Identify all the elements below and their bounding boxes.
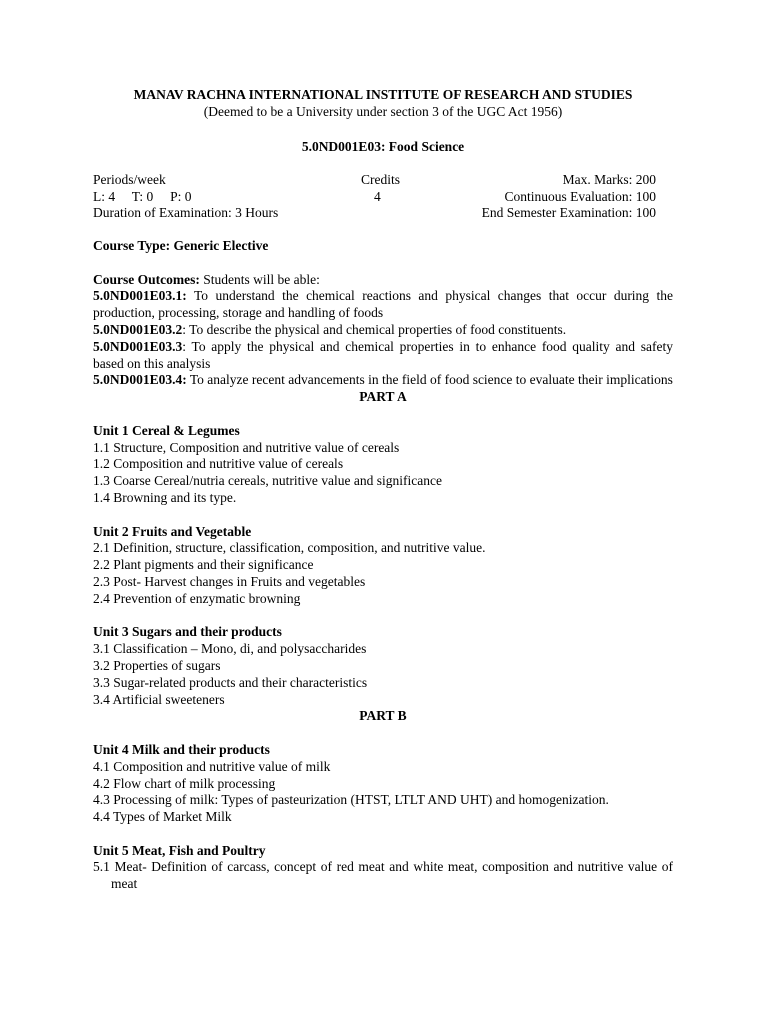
- outcome-code: 5.0ND001E03.1:: [93, 288, 187, 304]
- course-outcomes-lead: Students will be able:: [199, 271, 320, 287]
- unit-item: 3.3 Sugar-related products and their characteristics: [93, 674, 368, 690]
- unit-title: Unit 3 Sugars and their products: [93, 624, 282, 640]
- info-row: [93, 189, 656, 206]
- unit-item: 4.4 Types of Market Milk: [93, 809, 232, 825]
- continuous-evaluation: Continuous Evaluation: 100: [504, 189, 656, 204]
- outcome-text: : To describe the physical and chemical properties of food constituents.: [182, 321, 567, 337]
- unit-title: Unit 5 Meat, Fish and Poultry: [93, 842, 266, 858]
- unit-item: 5.1 Meat- Definition of carcass, concept of red meat and white meat, composition and nutritive value of meat: [93, 859, 673, 892]
- info-row: [93, 205, 656, 222]
- part-a-heading: PART A: [359, 389, 407, 405]
- unit-item: 2.1 Definition, structure, classification, composition, and nutritive value.: [93, 540, 486, 556]
- institute-name: MANAV RACHNA INTERNATIONAL INSTITUTE OF RESEARCH AND STUDIES: [133, 87, 633, 102]
- unit-item: 2.4 Prevention of enzymatic browning: [93, 590, 301, 606]
- ltp-values: L: 4 T: 0 P: 0: [93, 189, 192, 204]
- unit-item: 1.3 Coarse Cereal/nutria cereals, nutritive value and significance: [93, 473, 442, 489]
- periods-week-label: Periods/week: [93, 172, 166, 187]
- credits-label: Credits: [361, 172, 400, 187]
- outcome-text: To understand the chemical reactions and physical changes that occur during the production, processing, storage and handling of foods: [93, 288, 673, 321]
- outcome-item: [93, 372, 673, 389]
- outcome-item: [93, 339, 673, 373]
- unit-item: 4.3 Processing of milk: Types of pasteurization (HTST, LTLT AND UHT) and homogenization.: [93, 792, 609, 808]
- unit-item: 3.2 Properties of sugars: [93, 657, 221, 673]
- course-title: 5.0ND001E03: Food Science: [301, 139, 465, 154]
- end-semester-exam: End Semester Examination: 100: [481, 205, 656, 220]
- syllabus-body: [93, 238, 673, 893]
- outcome-item: [93, 288, 673, 322]
- exam-duration: Duration of Examination: 3 Hours: [93, 205, 279, 220]
- part-b-heading: PART B: [359, 708, 407, 724]
- outcome-code: 5.0ND001E03.2: [93, 321, 183, 337]
- course-outcomes-heading: Course Outcomes:: [93, 271, 200, 287]
- course-type: Course Type: Generic Elective: [93, 238, 269, 253]
- outcome-code: 5.0ND001E03.4:: [93, 372, 187, 388]
- outcome-code: 5.0ND001E03.3: [93, 338, 183, 354]
- unit-item: 2.2 Plant pigments and their significance: [93, 557, 314, 573]
- unit-item: 2.3 Post- Harvest changes in Fruits and vegetables: [93, 573, 366, 589]
- unit-item: 1.2 Composition and nutritive value of cereals: [93, 456, 344, 472]
- max-marks: Max. Marks: 200: [562, 172, 656, 187]
- course-outcomes-intro: [93, 272, 673, 289]
- credits-value: 4: [374, 189, 381, 204]
- info-row: [93, 172, 656, 189]
- unit-item: 4.2 Flow chart of milk processing: [93, 775, 276, 791]
- outcome-text: To analyze recent advancements in the field of food science to evaluate their implications: [186, 372, 673, 388]
- unit-item: 3.1 Classification – Mono, di, and polysaccharides: [93, 641, 367, 657]
- outcome-item: [93, 322, 673, 339]
- unit-title: Unit 1 Cereal & Legumes: [93, 422, 240, 438]
- unit-title: Unit 4 Milk and their products: [93, 741, 270, 757]
- unit-item: 1.1 Structure, Composition and nutritive value of cereals: [93, 439, 400, 455]
- unit-item: 3.4 Artificial sweeteners: [93, 691, 225, 707]
- unit-item: 1.4 Browning and its type.: [93, 489, 237, 505]
- unit-item: 4.1 Composition and nutritive value of milk: [93, 758, 331, 774]
- unit-title: Unit 2 Fruits and Vegetable: [93, 523, 252, 539]
- outcome-text: : To apply the physical and chemical properties in to enhance food quality and safety based on this analysis: [93, 338, 673, 371]
- deemed-university-note: (Deemed to be a University under section 3 of the UGC Act 1956): [203, 104, 563, 119]
